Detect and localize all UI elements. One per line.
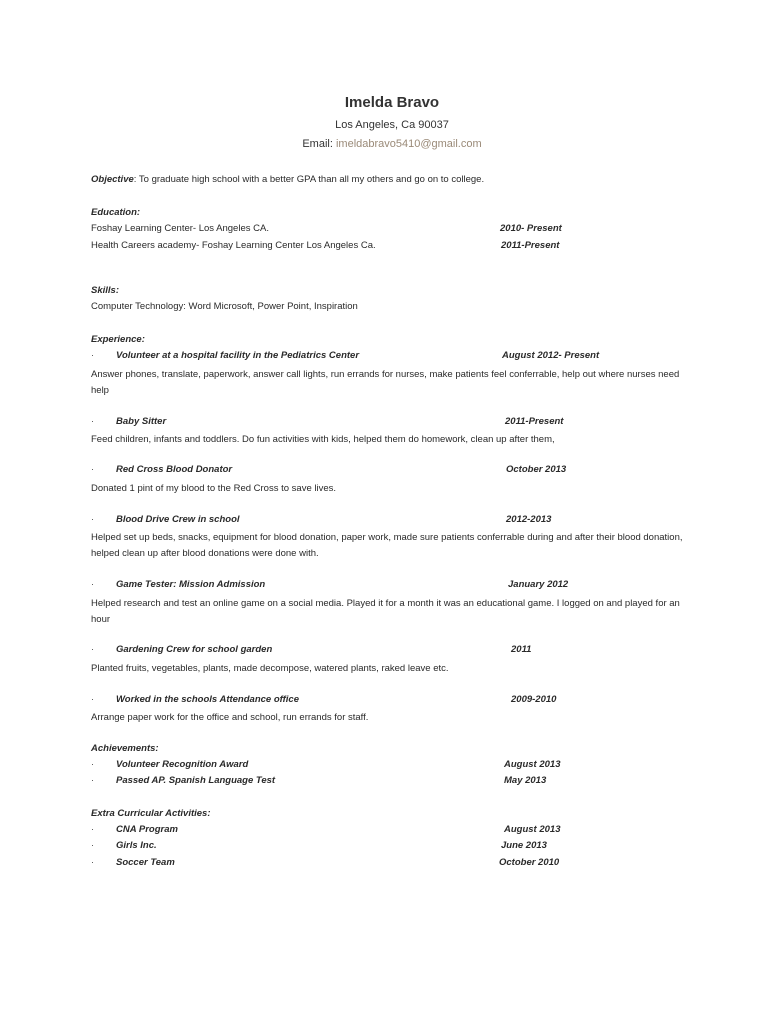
bullet: · [91,416,94,426]
experience-date-3: October 2013 [506,464,567,475]
address: Los Angeles, Ca 90037 [335,119,449,131]
experience-title-6: Gardening Crew for school garden [116,644,273,655]
objective-text: To graduate high school with a better GPA than all my others and go on to college. [136,174,485,185]
experience-desc-6: Planted fruits, vegetables, plants, made decompose, watered plants, raked leave etc. [91,663,449,674]
bullet: · [91,857,94,867]
experience-date-7: 2009-2010 [511,694,557,705]
experience-desc-2: Feed children, infants and toddlers. Do fun activities with kids, helped them do homework, clean up after them, [91,434,555,445]
activity-title-3: Soccer Team [116,857,175,868]
achievement-date-1: August 2013 [504,759,561,770]
bullet: · [91,644,94,654]
achievements-heading: Achievements: [91,743,159,754]
activity-date-3: October 2010 [499,857,560,868]
activity-date-2: June 2013 [501,840,547,851]
experience-title-2: Baby Sitter [116,416,167,427]
education-name-1: Foshay Learning Center- Los Angeles CA. [91,223,269,234]
extracurricular-heading: Extra Curricular Activities: [91,808,211,819]
objective-line [91,174,484,185]
skills-heading: Skills: [91,285,119,296]
bullet: · [91,840,94,850]
experience-desc-1: Answer phones, translate, paperwork, answer call lights, run errands for nurses, make patients feel conferrable, help out where nurses need help [91,369,680,396]
achievement-title-2: Passed AP. Spanish Language Test [116,775,276,786]
activity-title-2: Girls Inc. [116,840,157,851]
resume-name: Imelda Bravo [344,94,440,111]
bullet: · [91,350,94,360]
activity-title-1: CNA Program [116,824,178,835]
bullet: · [91,579,94,589]
experience-title-5: Game Tester: Mission Admission [116,579,266,590]
bullet: · [91,759,94,769]
bullet: · [91,694,94,704]
experience-date-4: 2012-2013 [506,514,552,525]
education-date-2: 2011-Present [501,240,560,251]
objective-label: Objective [91,174,134,185]
achievement-date-2: May 2013 [504,775,547,786]
education-heading: Education: [91,207,141,218]
achievement-title-1: Volunteer Recognition Award [116,759,249,770]
bullet: · [91,514,94,524]
objective-colon: : [133,174,137,185]
experience-desc-7: Arrange paper work for the office and school, run errands for staff. [91,712,369,723]
skills-text: Computer Technology: Word Microsoft, Power Point, Inspiration [91,301,358,312]
education-date-1: 2010- Present [500,223,562,234]
education-name-2: Health Careers academy- Foshay Learning Center Los Angeles Ca. [91,240,376,251]
bullet: · [91,775,94,785]
experience-date-5: January 2012 [508,579,569,590]
experience-title-3: Red Cross Blood Donator [116,464,233,475]
experience-date-1: August 2012- Present [502,350,600,361]
email-link[interactable]: imeldabravo5410@gmail.com [335,138,482,150]
experience-desc-4: Helped set up beds, snacks, equipment for blood donation, paper work, made sure patients conferrable during and after their blood donation, helped clean up after blood donations were done with. [91,532,683,559]
experience-title-1: Volunteer at a hospital facility in the Pediatrics Center [116,350,360,361]
bullet: · [91,464,94,474]
experience-title-4: Blood Drive Crew in school [116,514,240,525]
experience-desc-5: Helped research and test an online game on a social media. Played it for a month it was an educational game. I logged on and played for an hour [91,598,680,625]
bullet: · [91,824,94,834]
experience-date-6: 2011 [511,644,532,655]
experience-desc-3: Donated 1 pint of my blood to the Red Cross to save lives. [91,483,337,494]
email-line [0,138,768,150]
experience-date-2: 2011-Present [505,416,564,427]
activity-date-1: August 2013 [504,824,561,835]
experience-title-7: Worked in the schools Attendance office [116,694,299,705]
email-label: Email: [302,138,333,150]
experience-heading: Experience: [91,334,145,345]
